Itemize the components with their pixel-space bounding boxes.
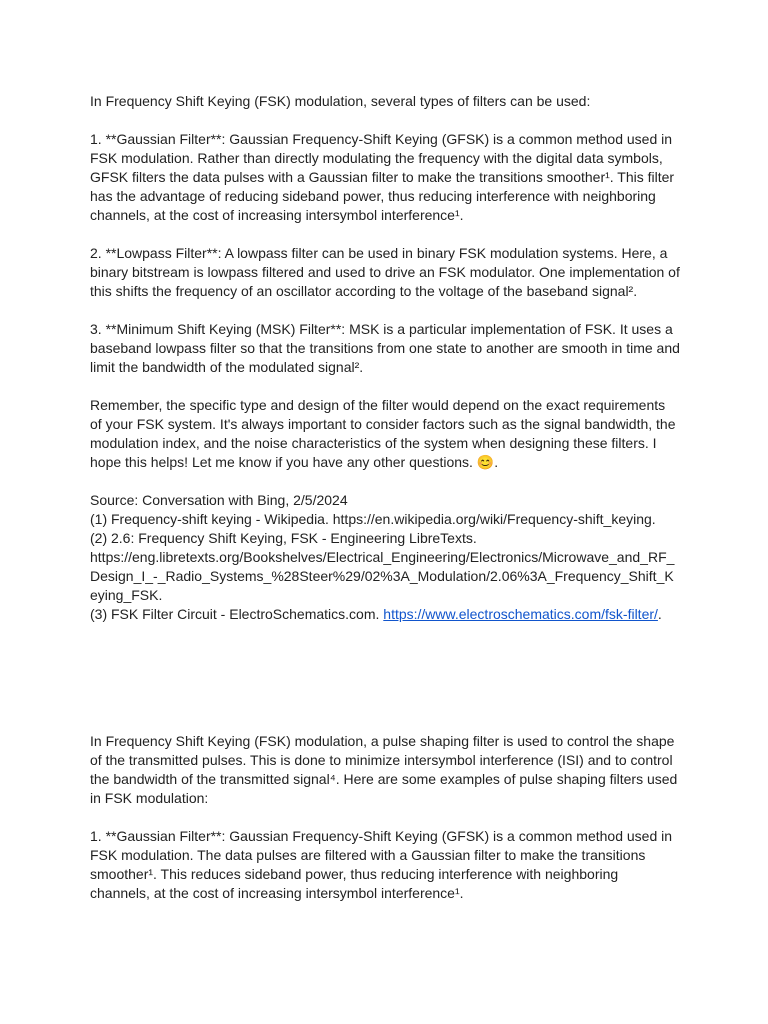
sources-list (90, 491, 680, 624)
pulse-gaussian-filter-paragraph: 1. **Gaussian Filter**: Gaussian Frequency-Shift Keying (GFSK) is a common method used in FSK modulation. The data pulses are filtered with a Gaussian filter to make the transitions smoother¹. This reduces sideband power, thus reducing interference with neighboring channels, at the cost of increasing intersymbol interference¹. (90, 828, 673, 901)
source-ref-1: (1) Frequency-shift keying - Wikipedia. https://en.wikipedia.org/wiki/Frequency-shift_keying. (90, 511, 656, 527)
electroschematics-link[interactable]: https://www.electroschematics.com/fsk-filter/ (383, 606, 658, 622)
intro-paragraph: In Frequency Shift Keying (FSK) modulation, several types of filters can be used: (90, 93, 591, 109)
section-pulse-shaping (90, 732, 680, 903)
source-ref-3 (90, 605, 680, 624)
lowpass-filter-paragraph: 2. **Lowpass Filter**: A lowpass filter can be used in binary FSK modulation systems. Here, a binary bitstream is lowpass filtered and used to drive an FSK modulator. One implementation of this shifts the frequency of an oscillator according to the voltage of the baseband signal². (90, 245, 680, 299)
source-ref-2-title: (2) 2.6: Frequency Shift Keying, FSK - Engineering LibreTexts. (90, 530, 477, 546)
source-ref-3-end: . (657, 606, 662, 622)
source-ref-2-url: https://eng.libretexts.org/Bookshelves/Electrical_Engineering/Electronics/Microwave_and_RF_Design_I_-_Radio_Systems_%28Steer%29/02%3A_Modulation/2.06%3A_Frequency_Shift_Keying_FSK. (90, 549, 675, 603)
source-ref-3-title: (3) FSK Filter Circuit - ElectroSchematics.com. (90, 606, 380, 622)
gaussian-filter-paragraph: 1. **Gaussian Filter**: Gaussian Frequency-Shift Keying (GFSK) is a common method used in FSK modulation. Rather than directly modulating the frequency with the digital data symbols, GFSK filters the data pulses with a Gaussian filter to make the transitions smoother¹. This filter has the advantage of reducing sideband power, thus reducing interference with neighboring channels, at the cost of increasing intersymbol interference¹. (90, 131, 675, 223)
section-filter-types (90, 92, 680, 624)
pulse-shaping-intro-paragraph: In Frequency Shift Keying (FSK) modulation, a pulse shaping filter is used to control the shape of the transmitted pulses. This is done to minimize intersymbol interference (ISI) and to control the bandwidth of the transmitted signal⁴. Here are some examples of pulse shaping filters used in FSK modulation: (90, 733, 678, 806)
sources-header: Source: Conversation with Bing, 2/5/2024 (90, 492, 348, 508)
msk-filter-paragraph: 3. **Minimum Shift Keying (MSK) Filter**: MSK is a particular implementation of FSK. It uses a baseband lowpass filter so that the transitions from one state to another are smooth in time and limit the bandwidth of the modulated signal². (90, 321, 680, 375)
closing-paragraph: Remember, the specific type and design of the filter would depend on the exact requirements of your FSK system. It's always important to consider factors such as the signal bandwidth, the modulation index, and the noise characteristics of the system when designing these filters. I hope this helps! Let me know if you have any other questions. 😊. (90, 397, 676, 470)
